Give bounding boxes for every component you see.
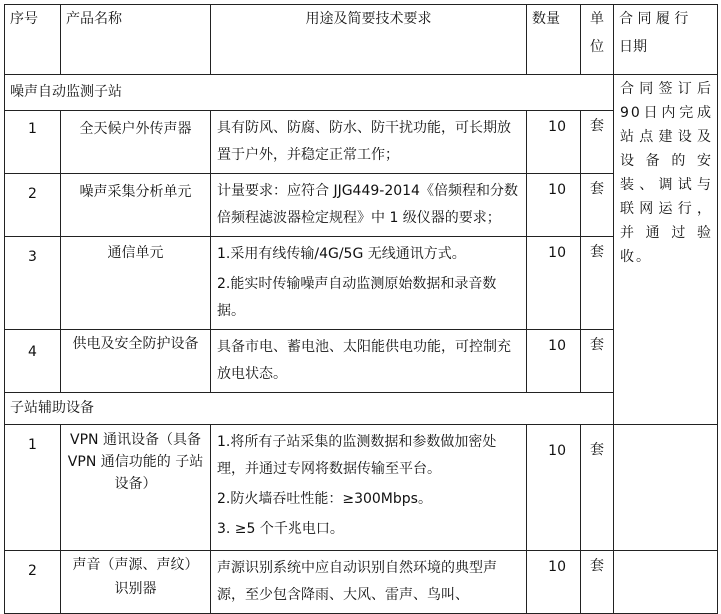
row-product-name: VPN 通讯设备（具备 VPN 通信功能的 子站设备） — [61, 425, 211, 551]
table-row — [5, 174, 718, 237]
row-product-name: 供电及安全防护设备 — [61, 330, 211, 393]
row-product-name: 噪声采集分析单元 — [61, 174, 211, 237]
row-quantity: 10 — [527, 174, 581, 237]
row-description — [211, 174, 527, 237]
row-quantity: 10 — [527, 330, 581, 393]
description-line: 1.将所有子站采集的监测数据和参数做加密处理，并通过专网将数据传输至平台。 — [217, 434, 497, 477]
row-description — [211, 237, 527, 330]
row-description — [211, 551, 527, 614]
row-unit: 套 — [581, 330, 614, 393]
description-line: 声源识别系统中应自动识别自然环境的典型声源，至少包含降雨、大风、雷声、鸟叫、 — [217, 560, 497, 603]
row-product-name: 通信单元 — [61, 237, 211, 330]
row-seq: 3 — [5, 237, 61, 330]
section-title-monitoring-substation: 噪声自动监测子站 — [5, 75, 614, 111]
header-product-name: 产品名称 — [61, 5, 211, 75]
contract-term-spacer — [614, 551, 718, 614]
row-seq: 4 — [5, 330, 61, 393]
row-unit: 套 — [581, 111, 614, 174]
row-seq: 1 — [5, 111, 61, 174]
procurement-table — [4, 4, 718, 614]
table-row — [5, 330, 718, 393]
header-quantity: 数量 — [527, 5, 581, 75]
header-contract-term — [614, 5, 718, 75]
row-product-name: 声音（声源、声纹）识别器 — [61, 551, 211, 614]
row-seq: 1 — [5, 425, 61, 551]
header-term-line2: 日期 — [619, 39, 647, 55]
description-line: 2.防火墙吞吐性能：≥300Mbps。 — [217, 491, 432, 507]
description-line: 1.采用有线传输/4G/5G 无线通讯方式。 — [217, 246, 466, 262]
row-quantity: 10 — [527, 237, 581, 330]
header-unit-line2: 位 — [590, 39, 604, 55]
description-line: 3. ≥5 个千兆电口。 — [217, 521, 344, 537]
row-quantity: 10 — [527, 111, 581, 174]
row-description — [211, 111, 527, 174]
row-quantity: 10 — [527, 551, 581, 614]
row-unit: 套 — [581, 425, 614, 551]
header-term-line1: 合 同 履 行 — [619, 11, 689, 27]
section-title-auxiliary-equipment: 子站辅助设备 — [5, 393, 614, 425]
header-seq: 序号 — [5, 5, 61, 75]
contract-term-cell: 合同签订后90日内完成站点建设及设备的安装、调试与联网运行，并通过验收。 — [614, 75, 718, 425]
contract-term-spacer — [614, 425, 718, 551]
row-seq: 2 — [5, 174, 61, 237]
table-row — [5, 237, 718, 330]
row-description — [211, 330, 527, 393]
row-quantity: 10 — [527, 425, 581, 551]
row-unit: 套 — [581, 551, 614, 614]
row-unit: 套 — [581, 237, 614, 330]
row-seq: 2 — [5, 551, 61, 614]
row-product-name: 全天候户外传声器 — [61, 111, 211, 174]
description-line: 具备市电、蓄电池、太阳能供电功能，可控制充放电状态。 — [217, 339, 511, 382]
header-unit — [581, 5, 614, 75]
header-purpose: 用途及简要技术要求 — [211, 5, 527, 75]
description-line: 计量要求：应符合 JJG449-2014《倍频程和分数倍频程滤波器检定规程》中 1 级仪器的要求； — [217, 183, 518, 226]
description-line: 具有防风、防腐、防水、防干扰功能，可长期放置于户外，并稳定正常工作； — [217, 120, 511, 163]
table-row — [5, 551, 718, 614]
header-unit-line1: 单 — [590, 11, 604, 27]
row-unit: 套 — [581, 174, 614, 237]
row-description — [211, 425, 527, 551]
description-line: 2.能实时传输噪声自动监测原始数据和录音数据。 — [217, 276, 497, 319]
table-row — [5, 111, 718, 174]
table-row — [5, 425, 718, 551]
